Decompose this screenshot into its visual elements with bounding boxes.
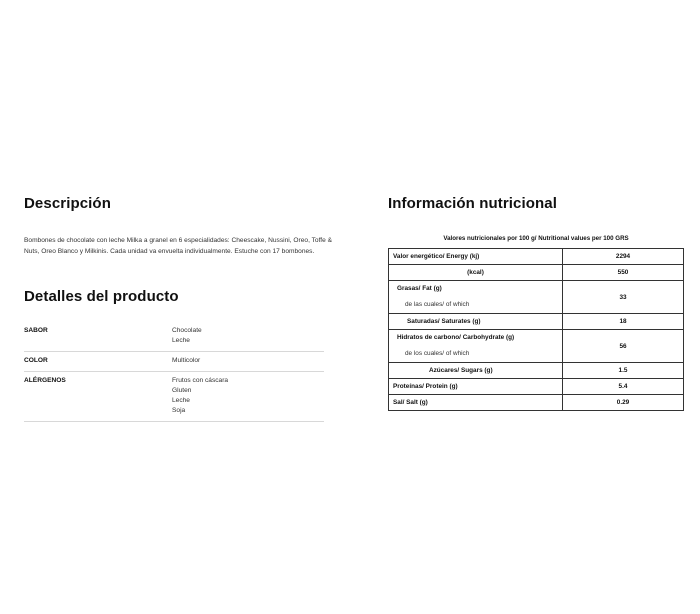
nutrition-table <box>388 248 684 411</box>
details-row-color <box>24 352 324 372</box>
salt-label: Sal/ Salt (g) <box>389 395 563 411</box>
details-key: COLOR <box>24 357 48 364</box>
energy-label: Valor energético/ Energy (kj) <box>389 249 563 265</box>
nutrition-caption: Valores nutricionales por 100 g/ Nutritional values per 100 GRS <box>443 235 629 242</box>
nutrition-heading: Información nutricional <box>388 195 557 212</box>
saturates-label: Saturadas/ Saturates (g) <box>389 314 563 330</box>
details-row-flavor <box>24 322 324 352</box>
description-text: Bombones de chocolate con leche Milka a granel en 6 especialidades: Cheescake, Nussini, Oreo, Toffe & Nuts, Oreo Blanco y Milkinis. Cada unidad va envuelta individualmente. Estuche con 17 bombones. <box>24 237 333 255</box>
details-value: Chocolate <box>172 327 202 334</box>
details-key: SABOR <box>24 327 48 334</box>
table-row <box>389 330 684 363</box>
details-list <box>24 322 324 422</box>
energy-kj-value: 2294 <box>563 249 684 265</box>
details-row-allergens <box>24 372 324 422</box>
details-values <box>172 326 202 346</box>
fat-sub-label: de las cuales/ of which <box>405 301 470 308</box>
carbs-value: 56 <box>563 330 684 363</box>
table-row <box>389 395 684 411</box>
table-row <box>389 265 684 281</box>
carbs-sub-label: de los cuales/ of which <box>405 350 470 357</box>
details-value: Multicolor <box>172 357 201 364</box>
details-value: Leche <box>172 337 190 344</box>
description-heading: Descripción <box>24 195 111 212</box>
table-row <box>389 249 684 265</box>
fat-label: Grasas/ Fat (g) <box>397 285 442 292</box>
sugars-value: 1.5 <box>563 363 684 379</box>
details-value: Soja <box>172 407 186 414</box>
table-row <box>389 281 684 314</box>
table-row <box>389 379 684 395</box>
sugars-label: Azúcares/ Sugars (g) <box>389 363 563 379</box>
fat-value: 33 <box>563 281 684 314</box>
details-value: Gluten <box>172 387 192 394</box>
protein-value: 5.4 <box>563 379 684 395</box>
details-values <box>172 376 228 416</box>
saturates-value: 18 <box>563 314 684 330</box>
details-key: ALÉRGENOS <box>24 377 66 384</box>
kcal-label: (kcal) <box>389 265 563 281</box>
table-row <box>389 363 684 379</box>
details-value: Frutos con cáscara <box>172 377 229 384</box>
carbs-label: Hidratos de carbono/ Carbohydrate (g) <box>397 334 515 341</box>
energy-kcal-value: 550 <box>563 265 684 281</box>
salt-value: 0.29 <box>563 395 684 411</box>
protein-label: Proteínas/ Protein (g) <box>389 379 563 395</box>
details-values <box>172 356 200 366</box>
fat-cell <box>389 281 563 314</box>
carbs-cell <box>389 330 563 363</box>
details-heading: Detalles del producto <box>24 288 179 305</box>
table-row <box>389 314 684 330</box>
details-value: Leche <box>172 397 190 404</box>
